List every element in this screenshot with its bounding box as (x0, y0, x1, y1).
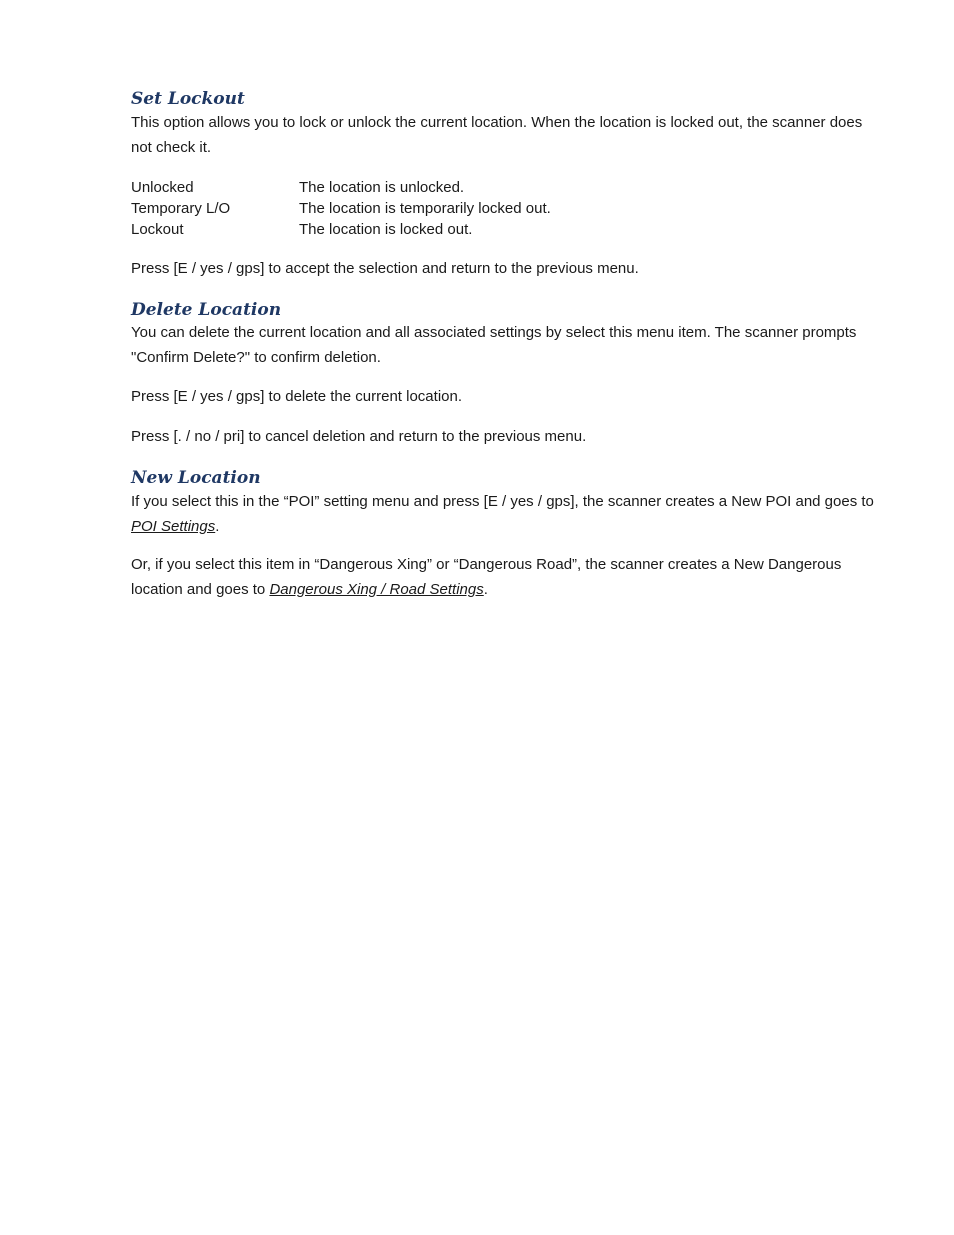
poi-settings-link[interactable]: POI Settings (131, 517, 216, 535)
new-dangerous-text-end: . (483, 580, 488, 598)
new-location-heading: New Location (131, 468, 261, 488)
new-poi-text-end: . (215, 517, 220, 535)
option-description: The location is locked out. (299, 221, 473, 238)
delete-location-intro: You can delete the current location and all associated settings by select this menu item. The scanner prompts "Confirm Delete?" to confirm deletion. (131, 324, 857, 366)
lockout-option-row (131, 177, 876, 198)
set-lockout-heading: Set Lockout (131, 89, 245, 109)
new-dangerous-paragraph (131, 553, 876, 602)
new-dangerous-text: Or, if you select this item in “Dangerous Xing” or “Dangerous Road”, the scanner creates a New Dangerous location and goes to (131, 556, 842, 598)
lockout-option-row (131, 198, 876, 219)
option-description: The location is unlocked. (299, 179, 465, 196)
option-term: Unlocked (131, 179, 194, 196)
new-poi-text: If you select this in the “POI” setting menu and press [E / yes / gps], the scanner creates a New POI and goes to (131, 493, 874, 510)
lockout-options-table (131, 177, 876, 240)
dangerous-settings-link[interactable]: Dangerous Xing / Road Settings (269, 580, 484, 598)
delete-instruction: Press [E / yes / gps] to delete the current location. (131, 388, 463, 405)
set-lockout-accept-instruction: Press [E / yes / gps] to accept the selection and return to the previous menu. (131, 260, 639, 277)
option-description: The location is temporarily locked out. (299, 200, 551, 217)
set-lockout-intro: This option allows you to lock or unlock the current location. When the location is locked out, the scanner does not check it. (131, 114, 863, 156)
delete-location-heading: Delete Location (131, 300, 282, 320)
lockout-option-row (131, 219, 876, 240)
option-term: Temporary L/O (131, 200, 231, 217)
option-term: Lockout (131, 221, 184, 238)
new-poi-paragraph (131, 490, 876, 539)
cancel-instruction: Press [. / no / pri] to cancel deletion and return to the previous menu. (131, 428, 587, 445)
